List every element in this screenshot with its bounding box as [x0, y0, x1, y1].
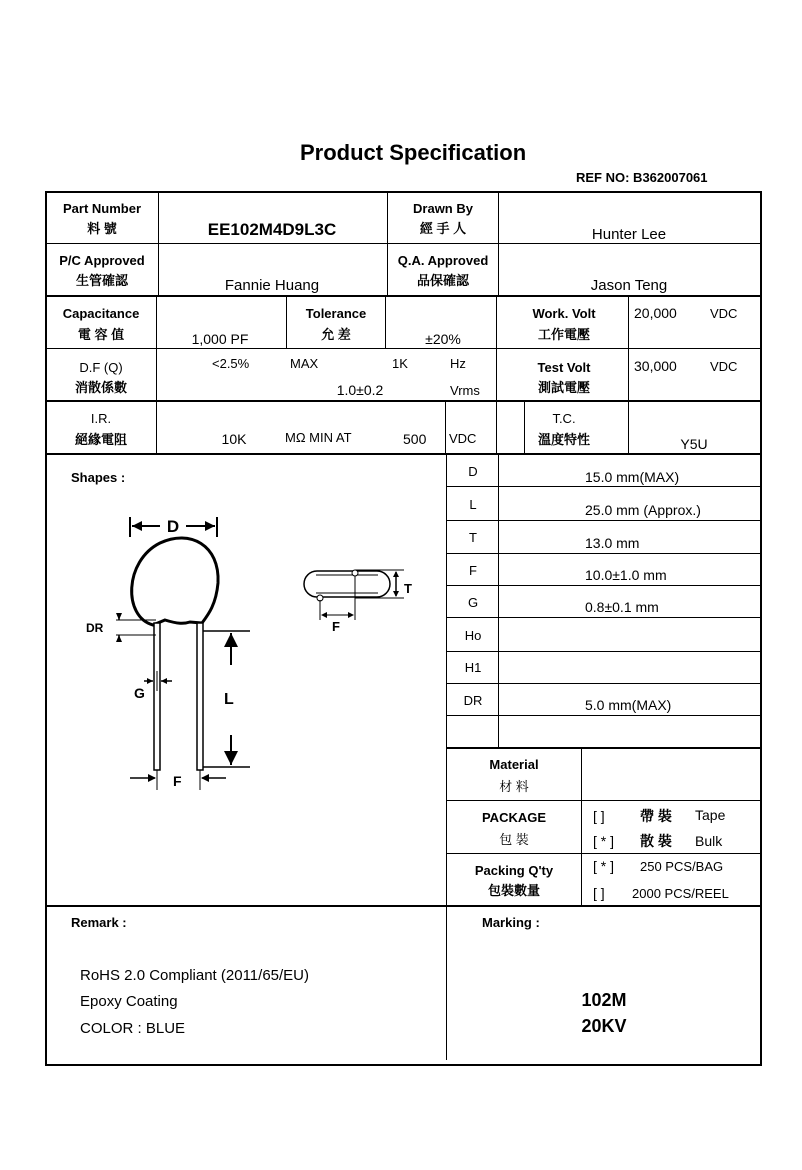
dim-key: H1 [464, 660, 482, 675]
test-volt-value: 30,000 [634, 358, 677, 374]
test-volt-label-zh: 測試電壓 [537, 380, 591, 395]
marking-line: 20KV [581, 1016, 627, 1036]
tc-value: Y5U [680, 436, 708, 452]
packing-qty-label: Packing Q'ty [474, 863, 554, 878]
part-number-label-zh: 料 號 [87, 221, 117, 236]
df-frequency: 1K [392, 356, 408, 371]
capacitance-value: 1,000 PF [191, 331, 249, 347]
pc-approved-label: P/C Approved [59, 253, 145, 268]
ir-unit: MΩ MIN AT [285, 430, 352, 445]
qa-approved-label: Q.A. Approved [397, 253, 489, 268]
dim-value: 10.0±1.0 mm [585, 567, 667, 583]
work-volt-unit: VDC [710, 306, 738, 321]
remark-line: RoHS 2.0 Compliant (2011/65/EU) [80, 967, 309, 984]
qa-approved-label-zh: 品保確認 [416, 273, 470, 288]
part-number-value: EE102M4D9L3C [207, 220, 337, 239]
remark-label: Remark : [71, 915, 127, 930]
dimension-d-label: D [166, 517, 180, 536]
remark-line: COLOR : BLUE [80, 1020, 186, 1037]
package-option-box[interactable]: [ ] [593, 808, 605, 824]
package-option-zh: 帶 裝 [640, 808, 672, 824]
package-option-box[interactable]: [ * ] [593, 833, 615, 849]
df-max: MAX [290, 356, 319, 371]
tolerance-value: ±20% [425, 331, 461, 347]
df-hz: Hz [450, 356, 466, 371]
pc-approved-label-zh: 生管確認 [75, 273, 129, 288]
material-label-zh: 材 料 [499, 779, 529, 794]
dim-key: G [467, 595, 479, 610]
package-option-en: Tape [695, 807, 726, 823]
part-number-label: Part Number [62, 201, 142, 216]
remark-line: Epoxy Coating [80, 993, 178, 1010]
dim-key: L [469, 497, 477, 512]
dimension-f-label: F [173, 773, 182, 789]
tc-label-zh: 溫度特性 [537, 432, 591, 447]
work-volt-value: 20,000 [634, 305, 677, 321]
df-label-zh: 消散係數 [74, 380, 128, 395]
packing-option-text: 250 PCS/BAG [640, 859, 724, 874]
df-vrms: Vrms [450, 383, 480, 398]
dimension-l-label: L [224, 691, 234, 708]
capacitor-drawing [60, 505, 440, 805]
ir-label: I.R. [90, 411, 112, 426]
tolerance-label: Tolerance [305, 306, 367, 321]
qa-approved-value: Jason Teng [590, 277, 668, 294]
dim-key: D [468, 464, 478, 479]
drawn-by-value: Hunter Lee [591, 226, 667, 243]
dimension-t-label: T [404, 581, 412, 596]
package-option-en: Bulk [695, 833, 723, 849]
package-option-zh: 散 裝 [640, 833, 672, 849]
ir-value: 10K [221, 431, 247, 447]
package-label: PACKAGE [481, 810, 547, 825]
drawn-by-label: Drawn By [413, 201, 473, 216]
dimension-dr-label: DR [86, 621, 104, 635]
df-label: D.F (Q) [79, 360, 123, 375]
test-volt-unit: VDC [710, 359, 738, 374]
shapes-label: Shapes : [71, 470, 126, 485]
ir-test-volt-unit: VDC [449, 431, 477, 446]
package-label-zh: 包 裝 [499, 832, 529, 847]
tolerance-label-zh: 允 差 [321, 327, 351, 342]
page-title: Product Specification [300, 140, 527, 165]
ir-test-volt: 500 [403, 431, 427, 447]
dim-key: DR [463, 693, 483, 708]
work-volt-label-zh: 工作電壓 [537, 327, 591, 342]
dim-value: 13.0 mm [585, 535, 640, 551]
dim-key: T [469, 530, 477, 545]
packing-option-text: 2000 PCS/REEL [632, 886, 729, 901]
capacitance-label-zh: 電 容 值 [77, 327, 125, 342]
df-vrms-value: 1.0±0.2 [336, 382, 384, 398]
packing-qty-label-zh: 包裝數量 [487, 883, 541, 898]
work-volt-label: Work. Volt [532, 306, 596, 321]
marking-label: Marking : [482, 915, 540, 930]
capacitance-label: Capacitance [62, 306, 140, 321]
drawn-by-label-zh: 經 手 人 [419, 221, 467, 236]
material-label: Material [489, 757, 539, 772]
ref-number: REF NO: B362007061 [576, 170, 708, 185]
tc-label: T.C. [552, 411, 576, 426]
dim-value: 0.8±0.1 mm [585, 599, 659, 615]
dim-key: Ho [464, 628, 482, 643]
ir-label-zh: 絕緣電阻 [74, 432, 128, 447]
marking-line: 102M [581, 990, 627, 1010]
packing-option-box[interactable]: [ ] [593, 885, 605, 901]
dim-value: 15.0 mm(MAX) [585, 469, 680, 485]
side-view-drawing [296, 560, 436, 640]
dim-value: 25.0 mm (Approx.) [585, 502, 701, 518]
dim-value: 5.0 mm(MAX) [585, 697, 672, 713]
df-value: <2.5% [212, 356, 250, 371]
test-volt-label: Test Volt [537, 360, 591, 375]
packing-option-box[interactable]: [ * ] [593, 858, 615, 874]
dimension-f-side-label: F [332, 619, 340, 634]
dimension-g-label: G [134, 685, 145, 701]
dim-key: F [469, 563, 477, 578]
pc-approved-value: Fannie Huang [224, 277, 320, 294]
